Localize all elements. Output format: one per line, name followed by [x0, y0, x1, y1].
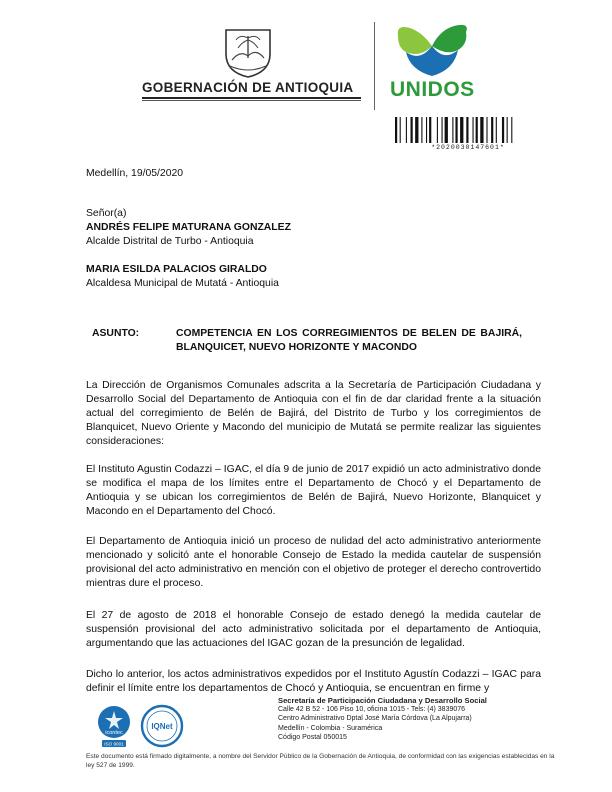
barcode-icon	[395, 117, 541, 143]
paragraph-3: El Departamento de Antioquia inició un proceso de nulidad del acto administrativo anteriormente mencionado y solicitó ante el honorable Consejo de Estado la medida cautelar de suspensión provisional del acto administrativo en mención con el objetivo de proteger el derecho controvertido mientras dure el proceso.	[86, 536, 541, 589]
paragraph-2: El Instituto Agustin Codazzi – IGAC, el día 9 de junio de 2017 expidió un acto administrativo donde se modifica el mapa de los límites entre el Departamento de Chocó y el Departamento de Antioquia y se ubican los corregimientos de Belén de Bajirá, Nuevo Horizonte, Blanquicet y Macondo en el Departamento del Chocó.	[86, 464, 541, 517]
footer-address-line: Medellín - Colombia - Suramérica	[278, 724, 383, 732]
iqnet-certification-icon	[140, 704, 184, 748]
icontec-certification-icon	[94, 704, 134, 748]
antioquia-seal-icon	[220, 24, 276, 80]
footer-address-line: Centro Administrativo Dptal José María Córdova (La Alpujarra)	[278, 715, 472, 723]
unidos-wordmark: UNIDOS	[390, 78, 475, 101]
unidos-logo-icon	[392, 22, 472, 80]
iqnet-label: IQNet	[151, 722, 173, 731]
icontec-label: icontec	[105, 730, 123, 736]
iso-label: ISO 9001	[104, 741, 124, 747]
paragraph-5: Dicho lo anterior, los actos administrativos expedidos por el Instituto Agustín Codazzi – IGAC para definir el límite entre los departamentos de Chocó y Antioquia, se encuentran en firme y	[86, 669, 541, 694]
paragraph-1: La Dirección de Organismos Comunales adscrita a la Secretaría de Participación Ciudadana y Desarrollo Social del Departamento de Antioquia con el fin de dar claridad frente a la situación actual del corregimiento de Belén de Bajirá, del Distrito de Turbo y los corregimientos de Blanquicet, Nuevo Oriente y Macondo del municipio de Mutatá se permite realizar las siguientes consideraciones:	[86, 380, 541, 447]
footer-address	[278, 696, 487, 742]
title-underline	[142, 97, 361, 99]
title-underline-thin	[142, 100, 361, 101]
recipient-1-role: Alcalde Distrital de Turbo - Antioquia	[86, 236, 254, 247]
barcode-number: *2020030147601*	[431, 144, 505, 151]
recipient-1-name: ANDRÉS FELIPE MATURANA GONZALEZ	[86, 222, 291, 233]
footer-address-line: Secretaría de Participación Ciudadana y Desarrollo Social	[278, 696, 487, 705]
subject-label: ASUNTO:	[92, 328, 140, 339]
letter-date: Medellín, 19/05/2020	[86, 168, 184, 179]
digital-signature-note: Este documento está firmado digitalmente, a nombre del Servidor Público de la Gobernación de Antioquia, de conformidad con las exigencias establecidas en la ley 527 de 1999.	[86, 753, 555, 769]
subject-text: COMPETENCIA EN LOS CORREGIMIENTOS DE BELEN DE BAJIRÁ, BLANQUICET, NUEVO HORIZONTE Y MACONDO	[176, 328, 522, 353]
footer-address-line: Código Postal 050015	[278, 733, 347, 741]
paragraph-4: El 27 de agosto de 2018 el honorable Consejo de estado denegó la medida cautelar de suspensión provisional del acto administrativo solicitada por el departamento de Antioquia, argumentando que las actuaciones del IGAC gozan de la presunción de legalidad.	[86, 610, 541, 649]
footer-address-line: Calle 42 B 52 - 106 Piso 10, oficina 1015 - Tels: (4) 3839076	[278, 706, 466, 714]
recipient-2-name: MARIA ESILDA PALACIOS GIRALDO	[86, 264, 267, 275]
salutation: Señor(a)	[86, 208, 127, 219]
government-title: GOBERNACIÓN DE ANTIOQUIA	[142, 80, 354, 95]
recipient-2-role: Alcaldesa Municipal de Mutatá - Antioquia	[86, 278, 279, 289]
header-divider	[374, 22, 375, 110]
